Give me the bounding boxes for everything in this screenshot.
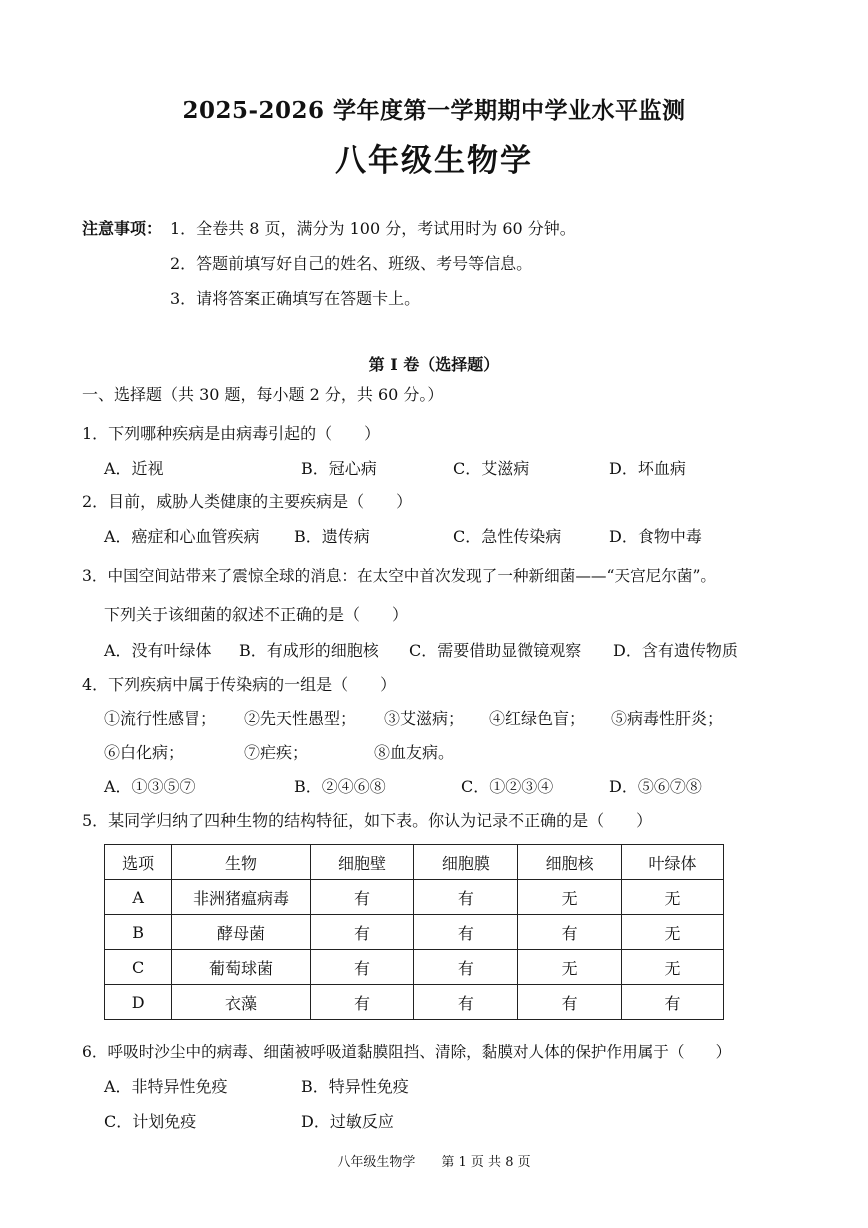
option-d: D．食物中毒: [609, 527, 702, 546]
table-cell: 有: [310, 880, 414, 915]
option-c: C．需要借助显微镜观察: [409, 641, 582, 660]
table-cell: 有: [518, 985, 622, 1020]
option-b: B．②④⑥⑧: [294, 777, 386, 796]
question-stem: 6．呼吸时沙尘中的病毒、细菌被呼吸道黏膜阻挡、清除，黏膜对人体的保护作用属于（ ）: [82, 1043, 732, 1061]
disease-item: ⑥白化病；: [104, 743, 185, 762]
option-b: B．遗传病: [294, 527, 370, 546]
table-cell: 葡萄球菌: [172, 950, 310, 985]
structure-table: [104, 844, 724, 1020]
question-stem: 4．下列疾病中属于传染病的一组是（ ）: [82, 675, 397, 694]
notice-item: 2．答题前填写好自己的姓名、班级、考号等信息。: [170, 254, 533, 273]
option-b: B．冠心病: [301, 459, 377, 478]
table-cell: 有: [414, 915, 518, 950]
table-cell: 有: [414, 880, 518, 915]
option-a: A．非特异性免疫: [104, 1077, 228, 1096]
table-header: 叶绿体: [622, 845, 724, 880]
table-cell: 有: [622, 985, 724, 1020]
option-a: A．近视: [104, 459, 164, 478]
table-cell: D: [105, 985, 172, 1020]
table-cell: 无: [622, 880, 724, 915]
question-stem: 3．中国空间站带来了震惊全球的消息：在太空中首次发现了一种新细菌——“天宫尼尔菌”。: [82, 567, 717, 585]
disease-item: ②先天性愚型；: [244, 709, 357, 728]
table-cell: A: [105, 880, 172, 915]
table-row: [105, 915, 724, 950]
table-cell: 有: [518, 915, 622, 950]
option-c: C．计划免疫: [104, 1112, 197, 1131]
part-title: 第 I 卷（选择题）: [368, 355, 500, 374]
option-c: C．①②③④: [461, 777, 554, 796]
option-c: C．急性传染病: [453, 527, 562, 546]
disease-item: ⑧血友病。: [374, 743, 455, 762]
option-b: B．特异性免疫: [301, 1077, 409, 1096]
table-header: 细胞壁: [310, 845, 414, 880]
section-heading: 一、选择题（共 30 题，每小题 2 分，共 60 分。）: [82, 385, 444, 404]
table-cell: 酵母菌: [172, 915, 310, 950]
table-cell: C: [105, 950, 172, 985]
question-stem-continued: 下列关于该细菌的叙述不正确的是（ ）: [104, 605, 409, 624]
table-cell: B: [105, 915, 172, 950]
notice-item: 3．请将答案正确填写在答题卡上。: [170, 289, 421, 308]
page-footer: 八年级生物学 第 1 页 共 8 页: [337, 1155, 531, 1170]
table-cell: 衣藻: [172, 985, 310, 1020]
option-d: D．⑤⑥⑦⑧: [609, 777, 702, 796]
table-cell: 有: [310, 915, 414, 950]
option-a: A．癌症和心血管疾病: [104, 527, 260, 546]
table-header: 细胞核: [518, 845, 622, 880]
notice-item: 1．全卷共 8 页，满分为 100 分，考试用时为 60 分钟。: [170, 219, 576, 238]
exam-title: 2025-2026 学年度第一学期期中学业水平监测: [182, 97, 686, 124]
option-c: C．艾滋病: [453, 459, 530, 478]
disease-item: ①流行性感冒；: [104, 709, 217, 728]
disease-item: ④红绿色盲；: [489, 709, 586, 728]
table-cell: 无: [622, 915, 724, 950]
table-header: 细胞膜: [414, 845, 518, 880]
subject-title: 八年级生物学: [335, 143, 533, 179]
table-cell: 无: [518, 880, 622, 915]
table-row: [105, 985, 724, 1020]
option-d: D．坏血病: [609, 459, 686, 478]
table-cell: 无: [518, 950, 622, 985]
disease-item: ⑤病毒性肝炎；: [611, 709, 724, 728]
table-cell: 无: [622, 950, 724, 985]
table-row: [105, 950, 724, 985]
table-cell: 有: [414, 950, 518, 985]
option-d: D．过敏反应: [301, 1112, 394, 1131]
table-header: 选项: [105, 845, 172, 880]
table-header-row: [105, 845, 724, 880]
table-row: [105, 880, 724, 915]
question-stem: 1．下列哪种疾病是由病毒引起的（ ）: [82, 424, 381, 443]
option-a: A．①③⑤⑦: [104, 777, 196, 796]
option-a: A．没有叶绿体: [104, 641, 212, 660]
table-cell: 有: [310, 985, 414, 1020]
disease-item: ③艾滋病；: [384, 709, 465, 728]
question-stem: 5．某同学归纳了四种生物的结构特征，如下表。你认为记录不正确的是（ ）: [82, 811, 653, 830]
disease-item: ⑦疟疾；: [244, 743, 309, 762]
option-b: B．有成形的细胞核: [239, 641, 379, 660]
table-cell: 非洲猪瘟病毒: [172, 880, 310, 915]
notice-label: 注意事项：: [82, 219, 163, 238]
option-d: D．含有遗传物质: [613, 641, 738, 660]
table-header: 生物: [172, 845, 310, 880]
table-cell: 有: [310, 950, 414, 985]
question-stem: 2．目前，威胁人类健康的主要疾病是（ ）: [82, 492, 413, 511]
table-cell: 有: [414, 985, 518, 1020]
